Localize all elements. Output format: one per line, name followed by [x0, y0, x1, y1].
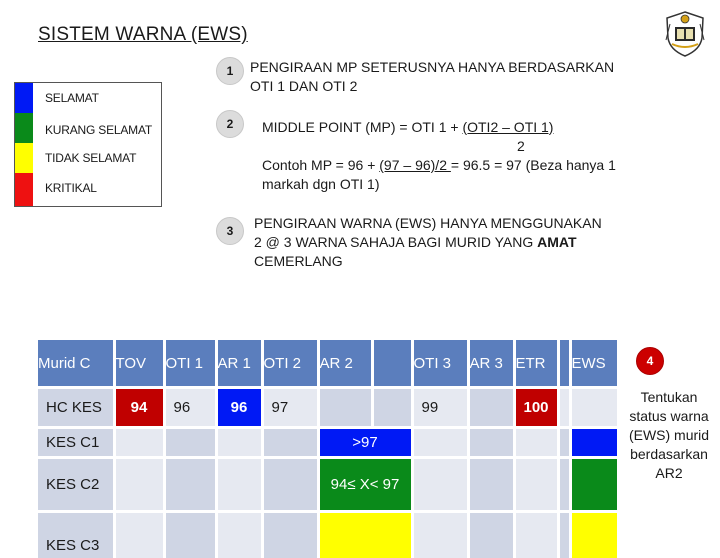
- cell-ar1: 96: [216, 388, 262, 428]
- cell-ar3: [468, 388, 514, 428]
- cell-ews-green: [570, 458, 618, 512]
- table-row-hc-kes: [38, 388, 618, 428]
- note-2-formula-denominator: 2: [517, 138, 525, 154]
- header-etr: ETR: [514, 340, 558, 388]
- legend-swatch-green: [15, 113, 33, 143]
- row-label: KES C2: [38, 458, 114, 512]
- header-ar2: AR 2: [318, 340, 372, 388]
- note-2-formula-numerator: (OTI2 – OTI 1): [462, 119, 554, 135]
- header-ar1: AR 1: [216, 340, 262, 388]
- note-badge-2: 2: [216, 110, 244, 138]
- legend-label: SELAMAT: [45, 91, 99, 105]
- legend-swatch-blue: [15, 83, 33, 113]
- cell-ews-yellow: [570, 512, 618, 558]
- note-3-text: [254, 214, 602, 271]
- table-row-kes-c2: [38, 458, 618, 512]
- note-badge-3: 3: [216, 217, 244, 245]
- header-oti3: OTI 3: [412, 340, 468, 388]
- row-label: KES C1: [38, 428, 114, 458]
- note-3-line3: CEMERLANG: [254, 253, 343, 269]
- note-2-text: [262, 118, 672, 194]
- note-2-line4: markah dgn OTI 1): [262, 176, 380, 192]
- note-2-example-fraction: (97 – 96)/2: [379, 157, 451, 173]
- legend-label: KURANG SELAMAT: [45, 123, 152, 137]
- cell-tov: 94: [114, 388, 164, 428]
- table-header-row: [38, 340, 618, 388]
- table-row-kes-c1: [38, 428, 618, 458]
- header-ews: EWS: [570, 340, 618, 388]
- note-2-example-result: = 96.5 = 97 (Beza hanya 1: [450, 157, 616, 173]
- ews-table: [38, 340, 620, 558]
- legend-label: TIDAK SELAMAT: [45, 151, 137, 165]
- note-1-line2: OTI 1 DAN OTI 2: [250, 78, 358, 94]
- table-row-kes-c3: [38, 512, 618, 558]
- note-2-formula-label: MIDDLE POINT (MP) = OTI 1 +: [262, 119, 463, 135]
- cell-oti2: 97: [262, 388, 318, 428]
- legend-label: KRITIKAL: [45, 181, 97, 195]
- cell-empty: [372, 388, 412, 428]
- note-3-emphasis: AMAT: [537, 234, 577, 250]
- header-oti1: OTI 1: [164, 340, 216, 388]
- side-instruction: Tentukan status warna (EWS) murid berdasarkan AR2: [628, 389, 710, 481]
- color-legend: [14, 82, 162, 207]
- legend-item-safe: [15, 83, 161, 113]
- cell-gap: [558, 388, 570, 428]
- legend-item-unsafe: [15, 143, 161, 173]
- page-title: SISTEM WARNA (EWS): [38, 24, 248, 45]
- ministry-crest-logo: [662, 10, 708, 58]
- cell-range-c1: >97: [318, 428, 412, 458]
- note-2-example-label: Contoh MP = 96 +: [262, 157, 380, 173]
- row-label: HC KES: [38, 388, 114, 428]
- note-badge-4: 4: [636, 347, 664, 375]
- legend-swatch-yellow: [15, 143, 33, 173]
- note-1-text: [250, 58, 614, 96]
- header-gap: [558, 340, 570, 388]
- header-tov: TOV: [114, 340, 164, 388]
- row-label: KES C3: [38, 512, 114, 558]
- note-1-line1: PENGIRAAN MP SETERUSNYA HANYA BERDASARKAN: [250, 59, 615, 75]
- cell-ews-blue: [570, 428, 618, 458]
- cell-etr: 100: [514, 388, 558, 428]
- cell-oti1: 96: [164, 388, 216, 428]
- header-ar3: AR 3: [468, 340, 514, 388]
- header-murid: Murid C: [38, 340, 114, 388]
- cell-range-c2: 94≤ X< 97: [318, 458, 412, 512]
- note-3-line2: 2 @ 3 WARNA SAHAJA BAGI MURID YANG: [254, 234, 538, 250]
- cell-range-c3: [318, 512, 412, 558]
- cell-ar2: [318, 388, 372, 428]
- header-empty: [372, 340, 412, 388]
- legend-item-critical: [15, 173, 161, 206]
- cell-ews: [570, 388, 618, 428]
- header-oti2: OTI 2: [262, 340, 318, 388]
- note-badge-1: 1: [216, 57, 244, 85]
- legend-swatch-red: [15, 173, 33, 206]
- note-3-line1: PENGIRAAN WARNA (EWS) HANYA MENGGUNAKAN: [254, 215, 602, 231]
- legend-item-less-safe: [15, 113, 161, 143]
- cell-oti3: 99: [412, 388, 468, 428]
